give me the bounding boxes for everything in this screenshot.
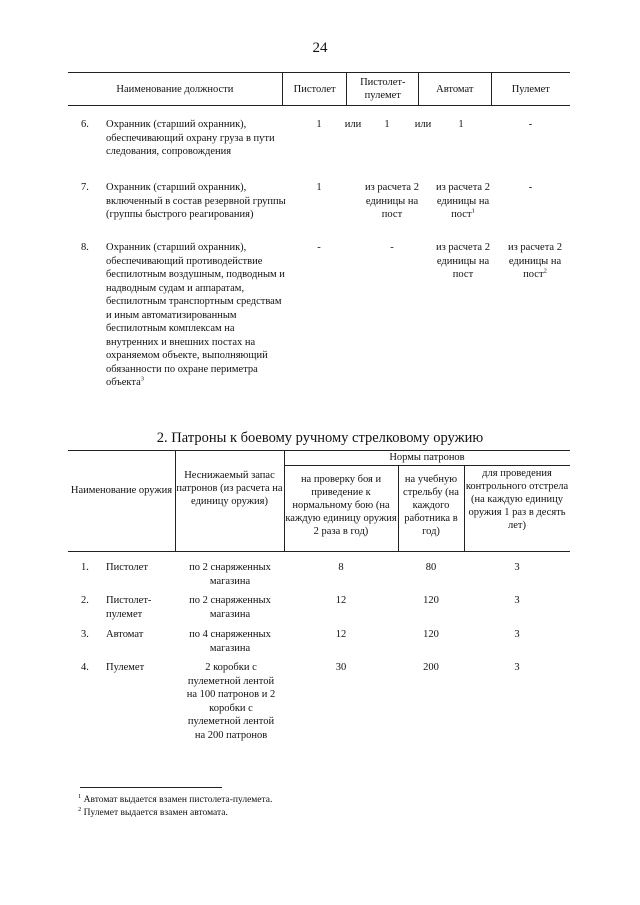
weapons-table-header bbox=[68, 72, 570, 106]
smg-value: - bbox=[390, 242, 394, 253]
or-text: или bbox=[414, 119, 432, 130]
footnote: $^1$ Автомат выдается взамен пистолета-пулемета. bbox=[78, 792, 273, 805]
test-value: 3 bbox=[514, 629, 520, 640]
check-value: 8 bbox=[338, 562, 344, 573]
col-training: на учебную стрельбу (на каждого работника в год) bbox=[403, 474, 459, 537]
or-text: или bbox=[344, 119, 362, 130]
training-value: 80 bbox=[425, 562, 437, 573]
test-value: 3 bbox=[514, 662, 520, 673]
row-divider bbox=[284, 465, 570, 466]
row-number: 1. bbox=[81, 562, 89, 573]
smg-value: из расчета 2 единицы на пост bbox=[365, 182, 419, 220]
rifle-value: из расчета 2 единицы на пост bbox=[436, 242, 490, 280]
rifle-value: 1 bbox=[458, 119, 464, 130]
footnote-ref: 3 bbox=[140, 375, 145, 383]
check-value: 30 bbox=[335, 662, 347, 673]
reserve-value: по 2 снаряженных магазина bbox=[189, 595, 271, 620]
row-number: 7. bbox=[81, 182, 89, 193]
check-value: 12 bbox=[335, 595, 347, 606]
reserve-value: по 4 снаряженных магазина bbox=[189, 629, 271, 654]
weapon-name: Пистолет bbox=[106, 562, 148, 573]
row-number: 8. bbox=[81, 242, 89, 253]
col-norms: Нормы патронов bbox=[389, 452, 465, 463]
reserve-value: 2 коробки с пулеметной лентой на 100 патронов и 2 коробки с пулеметной лентой на 200 патронов bbox=[186, 662, 276, 741]
mg-value: из расчета 2 единицы на пост$^2$ bbox=[508, 242, 562, 280]
training-value: 200 bbox=[423, 662, 439, 673]
check-value: 12 bbox=[335, 629, 347, 640]
pistol-value: 1 bbox=[316, 182, 322, 193]
section-title: 2. Патроны к боевому ручному стрелковому оружию bbox=[156, 430, 484, 446]
weapon-name: Пистолет-пулемет bbox=[106, 595, 152, 620]
pistol-value: 1 bbox=[316, 119, 322, 130]
col-check: на проверку боя и приведение к нормальному бою (на каждую единицу оружия 2 раза в год) bbox=[285, 474, 397, 537]
position-title: Охранник (старший охранник), обеспечивающий охрану груза в пути следования, сопровождения bbox=[106, 119, 275, 157]
pistol-value: - bbox=[317, 242, 321, 253]
col-test: для проведения контрольного отстрела (на каждую единицу оружия 1 раз в десять лет) bbox=[465, 468, 569, 531]
mg-value: - bbox=[528, 119, 533, 130]
col-weapon: Наименование оружия bbox=[70, 485, 173, 496]
mg-value: - bbox=[528, 182, 533, 193]
row-number: 2. bbox=[81, 595, 89, 606]
training-value: 120 bbox=[423, 629, 439, 640]
weapon-name: Автомат bbox=[106, 629, 144, 640]
row-number: 6. bbox=[81, 119, 89, 130]
position-title: Охранник (старший охранник), включенный в состав резервной группы (группы быстрого реагирования) bbox=[106, 182, 286, 220]
page-number: 24 bbox=[312, 40, 328, 56]
test-value: 3 bbox=[514, 595, 520, 606]
reserve-value: по 2 снаряженных магазина bbox=[189, 562, 271, 587]
footnote-ref: 2 bbox=[543, 267, 547, 275]
col-position: Наименование должности bbox=[68, 73, 282, 106]
col-pistol: Пистолет bbox=[282, 73, 347, 106]
smg-value: 1 bbox=[384, 119, 390, 130]
col-reserve: Неснижаемый запас патронов (из расчета на единицу оружия) bbox=[176, 470, 283, 507]
footnote-ref: 1 bbox=[471, 207, 475, 215]
row-number: 4. bbox=[81, 662, 89, 673]
col-mg: Пулемет bbox=[491, 73, 570, 106]
weapon-name: Пулемет bbox=[106, 662, 145, 673]
test-value: 3 bbox=[514, 562, 520, 573]
ammo-table-header bbox=[68, 450, 570, 552]
training-value: 120 bbox=[423, 595, 439, 606]
row-number: 3. bbox=[81, 629, 89, 640]
position-title: Охранник (старший охранник), обеспечивающий противодействие беспилотным воздушным, подводным и надводным судам и аппаратам, беспилотным транспортным средствам и иным автоматизированным беспилотным комплексам на внутренних и внешних постах на охраняемом объекте, выполняющий обязанности по охране периметра объекта$^3$ bbox=[106, 242, 285, 388]
footnote: $^2$ Пулемет выдается взамен автомата. bbox=[78, 805, 228, 818]
col-rifle: Автомат bbox=[419, 73, 491, 106]
rifle-value: из расчета 2 единицы на пост$^1$ bbox=[436, 182, 490, 220]
col-smg: Пистолет-пулемет bbox=[347, 73, 419, 106]
footnote-separator bbox=[80, 787, 222, 788]
